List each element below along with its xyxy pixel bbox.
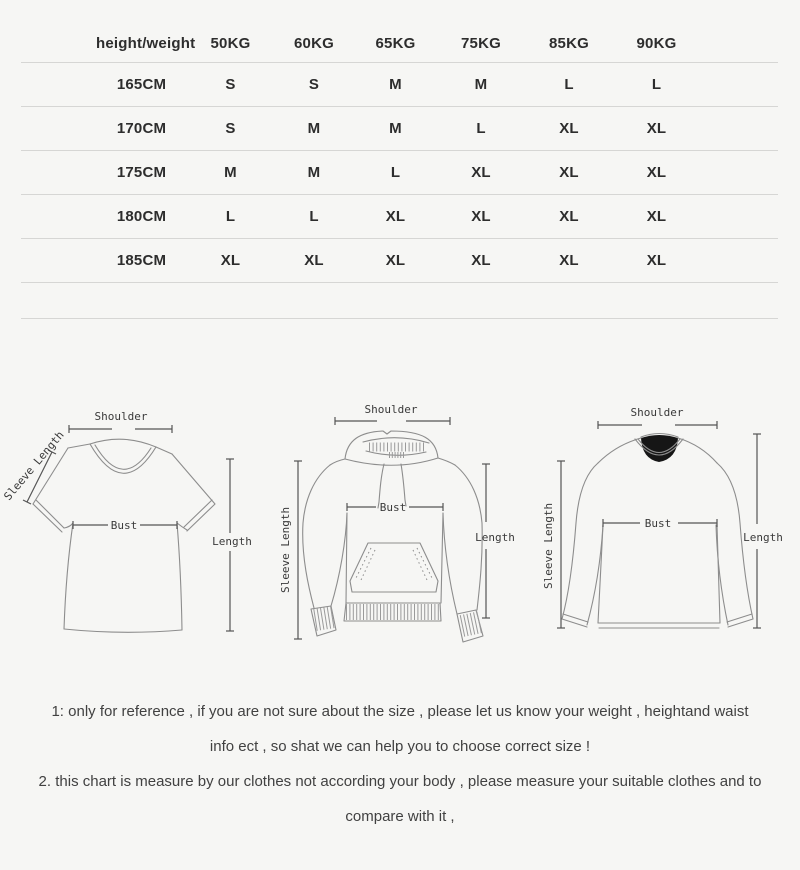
size-cell: L (564, 75, 574, 93)
header-90kg: 90KG (636, 35, 677, 53)
hoodie-outline (303, 431, 483, 642)
hoodie-bust-label: Bust (379, 501, 407, 514)
size-cell: S (225, 75, 236, 93)
size-cell: XL (385, 251, 406, 269)
tshirt-length-label: Length (212, 535, 252, 548)
sweatshirt-shoulder-label: Shoulder (630, 406, 684, 419)
tshirt-bust-label: Bust (110, 519, 138, 532)
size-cell: XL (220, 251, 241, 269)
size-cell: L (390, 163, 401, 181)
size-cell: S (225, 119, 236, 137)
tshirt-outline (33, 439, 215, 632)
size-cell: L (309, 207, 319, 225)
size-cell: M (389, 119, 402, 137)
size-cell: XL (646, 119, 667, 137)
table-row (21, 238, 778, 282)
hoodie-shoulder-label: Shoulder (364, 403, 418, 416)
size-cell: XL (471, 251, 491, 269)
header-50kg: 50KG (210, 35, 251, 53)
sweatshirt-diagram (542, 406, 783, 628)
size-cell: S (308, 75, 320, 93)
sweatshirt-bust-label: Bust (644, 517, 672, 530)
row-height: 180CM (116, 207, 167, 225)
size-cell: M (307, 119, 321, 137)
size-cell: XL (646, 163, 667, 181)
tshirt-diagram (1, 410, 252, 632)
size-cell: L (476, 119, 486, 137)
size-cell: XL (471, 163, 491, 181)
row-height: 165CM (116, 75, 167, 93)
measurement-diagrams (0, 371, 800, 681)
tshirt-sleeve-length-label: Sleeve Length (1, 428, 67, 503)
header-height-weight: height/weight (96, 35, 196, 53)
table-row (21, 150, 778, 194)
size-chart-page (0, 26, 800, 870)
size-cell: XL (471, 207, 491, 225)
header-85kg: 85KG (549, 35, 589, 53)
size-cell: XL (646, 251, 667, 269)
size-cell: M (389, 75, 402, 93)
hoodie-length-label: Length (475, 531, 515, 544)
size-cell: M (474, 75, 488, 93)
header-65kg: 65KG (375, 35, 416, 53)
size-cell: L (651, 75, 662, 93)
header-75kg: 75KG (461, 35, 501, 53)
sweatshirt-sleeve-length-label: Sleeve Length (542, 502, 555, 589)
note-line-4: compare with it , (345, 808, 455, 825)
row-height: 170CM (116, 119, 167, 137)
size-cell: L (225, 207, 236, 225)
hoodie-sleeve-length-label: Sleeve Length (279, 506, 292, 593)
table-empty-row (21, 282, 778, 318)
size-notes (0, 686, 800, 834)
size-cell: XL (559, 163, 579, 181)
size-cell: XL (646, 207, 667, 225)
header-60kg: 60KG (294, 35, 334, 53)
table-row (21, 106, 778, 150)
note-line-2: info ect , so shat we can help you to choose correct size ! (209, 738, 591, 755)
size-cell: M (224, 163, 237, 181)
sweatshirt-collar (641, 435, 678, 462)
note-line-1: 1: only for reference , if you are not sure about the size , please let us know your weight , heightand waist (51, 703, 749, 720)
size-cell: XL (559, 251, 579, 269)
table-row (21, 62, 778, 106)
hoodie-pocket (350, 543, 438, 592)
sweatshirt-outline (562, 434, 753, 629)
size-cell: XL (559, 207, 579, 225)
table-row (21, 194, 778, 238)
note-line-3: 2. this chart is measure by our clothes not according your body , please measure your suitable clothes and to (38, 773, 762, 790)
size-cell: XL (304, 251, 324, 269)
table-header-row (21, 26, 778, 62)
sweatshirt-length-label: Length (743, 531, 783, 544)
size-cell: XL (385, 207, 406, 225)
row-height: 185CM (116, 251, 167, 269)
row-height: 175CM (116, 163, 167, 181)
size-cell: M (307, 163, 321, 181)
hoodie-diagram (279, 403, 515, 642)
tshirt-shoulder-label: Shoulder (94, 410, 148, 423)
size-cell: XL (559, 119, 579, 137)
size-table (21, 26, 778, 319)
